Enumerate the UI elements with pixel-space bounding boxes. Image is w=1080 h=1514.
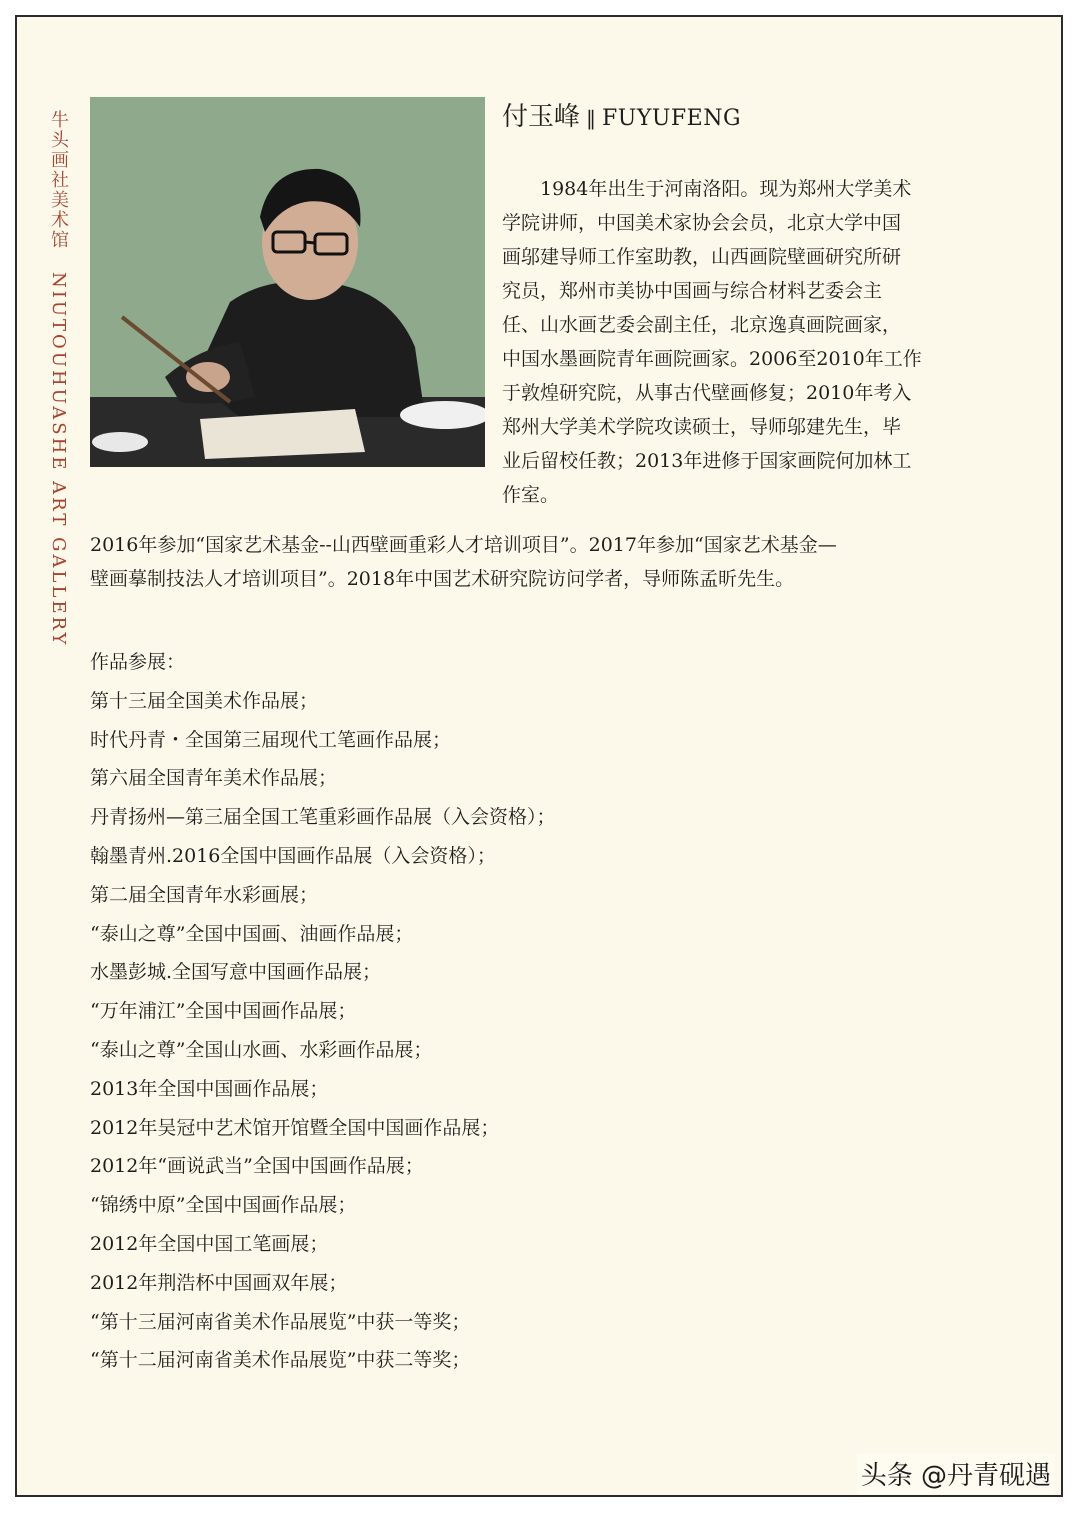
artist-name-cn: 付玉峰 <box>502 102 581 132</box>
bio-continued-line: 2016年参加“国家艺术基金--山西壁画重彩人才培训项目”。2017年参加“国家艺术基金— <box>90 534 837 556</box>
artist-bio-continued <box>90 528 990 596</box>
exhibition-item: “泰山之尊”全国中国画、油画作品展； <box>90 922 414 945</box>
exhibition-item: 2013年全国中国画作品展； <box>90 1077 329 1100</box>
exhibition-item: 第六届全国青年美术作品展； <box>90 767 338 790</box>
artist-photo <box>90 97 485 467</box>
bio-line: 郑州大学美术学院攻读硕士，导师邬建先生，毕 <box>502 416 902 438</box>
exhibition-list <box>90 643 990 1380</box>
artist-name-en: FUYUFENG <box>602 106 742 131</box>
gallery-side-label <box>45 110 71 647</box>
exhibition-item: 第二届全国青年水彩画展； <box>90 883 319 906</box>
exhibition-item: 2012年全国中国工笔画展； <box>90 1232 329 1255</box>
exhibition-item: “第十三届河南省美术作品展览”中获一等奖； <box>90 1310 471 1333</box>
gallery-name-en: NIUTOUHUASHE ART GALLERY <box>48 271 69 648</box>
bio-line: 任、山水画艺委会副主任，北京逸真画院画家， <box>502 314 902 336</box>
artist-painting-illustration <box>90 97 485 467</box>
bio-line: 作室。 <box>502 484 560 506</box>
exhibition-item: 丹青扬州—第三届全国工笔重彩画作品展（入会资格）； <box>90 806 556 829</box>
bio-line: 中国水墨画院青年画院画家。2006至2010年工作 <box>502 348 922 370</box>
exhibition-heading: 作品参展： <box>90 651 186 673</box>
bio-line: 1984年出生于河南洛阳。现为郑州大学美术 <box>502 178 912 200</box>
source-watermark: 头条 @丹青砚遇 <box>857 1453 1055 1494</box>
exhibition-item: “锦绣中原”全国中国画作品展； <box>90 1194 357 1217</box>
bio-line: 画邬建导师工作室助教，山西画院壁画研究所研 <box>502 246 902 268</box>
bio-line: 于敦煌研究院，从事古代壁画修复；2010年考入 <box>502 382 912 404</box>
bio-line: 究员，郑州市美协中国画与综合材料艺委会主 <box>502 280 883 302</box>
exhibition-item: 水墨彭城.全国写意中国画作品展； <box>90 961 382 984</box>
bio-line: 业后留校任教；2013年进修于国家画院何加林工 <box>502 450 912 472</box>
name-separator: ‖ <box>586 106 597 130</box>
exhibition-item: 2012年荆浩杯中国画双年展； <box>90 1271 348 1294</box>
exhibition-item: 2012年“画说武当”全国中国画作品展； <box>90 1155 424 1178</box>
artist-bio <box>502 172 972 512</box>
exhibition-item: 时代丹青・全国第三届现代工笔画作品展； <box>90 728 452 751</box>
exhibition-item: 第十三届全国美术作品展； <box>90 689 319 712</box>
exhibition-item: “万年浦江”全国中国画作品展； <box>90 1000 357 1023</box>
exhibition-item: “第十二届河南省美术作品展览”中获二等奖； <box>90 1349 471 1372</box>
artist-header <box>502 96 741 133</box>
exhibition-item: “泰山之尊”全国山水画、水彩画作品展； <box>90 1038 433 1061</box>
exhibition-item: 翰墨青州.2016全国中国画作品展（入会资格）； <box>90 844 496 867</box>
gallery-name-cn: 牛头画社美术馆 <box>48 110 69 250</box>
bio-continued-line: 壁画摹制技法人才培训项目”。2018年中国艺术研究院访问学者，导师陈孟昕先生。 <box>90 568 795 590</box>
exhibition-item: 2012年吴冠中艺术馆开馆暨全国中国画作品展； <box>90 1116 500 1139</box>
bio-line: 学院讲师，中国美术家协会会员，北京大学中国 <box>502 212 902 234</box>
